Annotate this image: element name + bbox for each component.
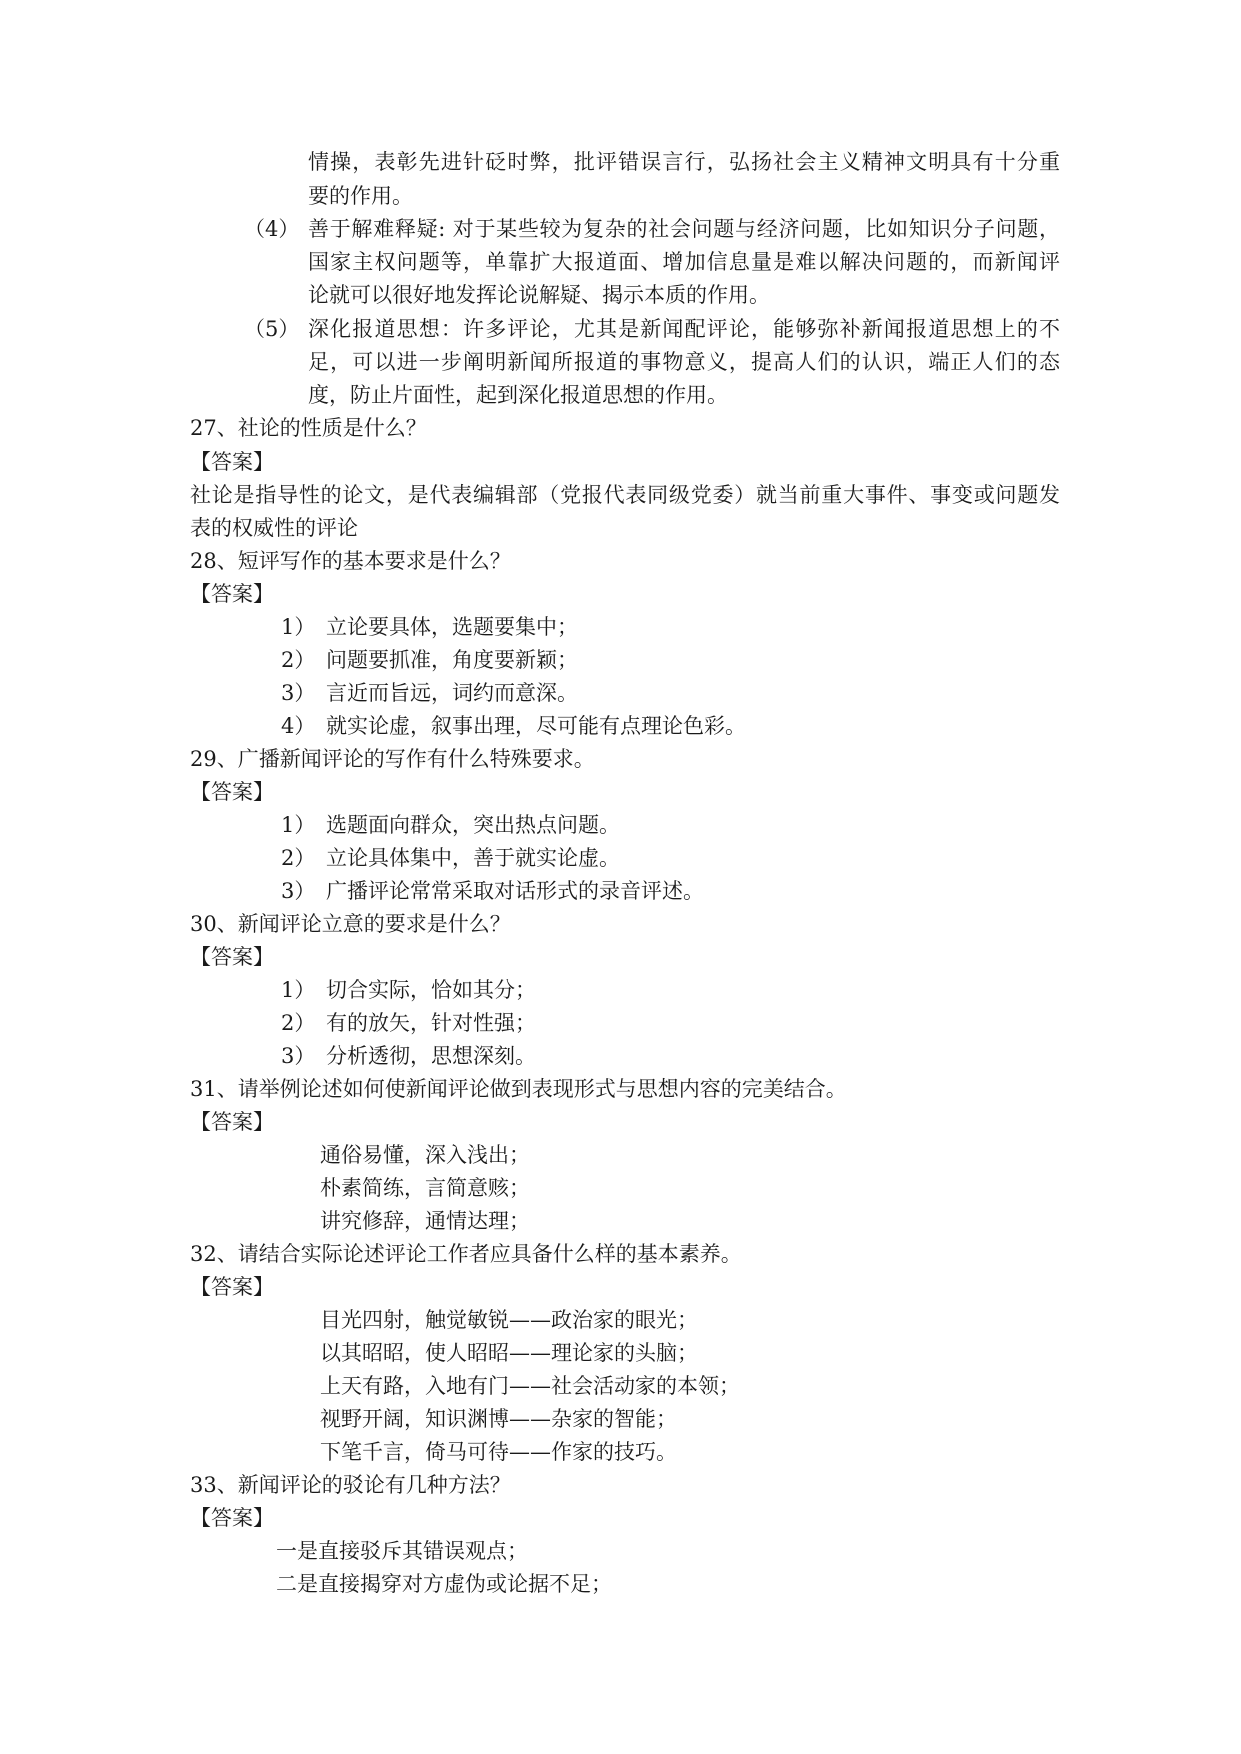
question-27: 27、社论的性质是什么？: [190, 416, 427, 440]
answer-label-32: 【答案】: [190, 1275, 274, 1299]
q32-line-4: 视野开阔，知识渊博——杂家的智能；: [320, 1407, 677, 1431]
q28-item-4-number: 4）: [281, 714, 316, 738]
question-33: 33、新闻评论的驳论有几种方法？: [190, 1473, 511, 1497]
q29-item-2-text: 立论具体集中，善于就实论虚。: [326, 846, 620, 870]
answer-label-33: 【答案】: [190, 1506, 274, 1530]
answer-label-30: 【答案】: [190, 945, 274, 969]
q30-item-3-text: 分析透彻，思想深刻。: [326, 1044, 536, 1068]
q29-item-3-number: 3）: [281, 879, 316, 903]
q28-item-4-text: 就实论虚，叙事出理，尽可能有点理论色彩。: [326, 714, 746, 738]
q31-line-2: 朴素简练，言简意赅；: [320, 1176, 530, 1200]
item4-line-3: 论就可以很好地发挥论说解疑、揭示本质的作用。: [308, 283, 770, 307]
q31-line-1: 通俗易懂，深入浅出；: [320, 1143, 530, 1167]
item4-number: （4）: [244, 217, 300, 241]
question-29: 29、广播新闻评论的写作有什么特殊要求。: [190, 747, 595, 771]
q30-item-2-text: 有的放矢，针对性强；: [326, 1011, 536, 1035]
q33-line-1: 一是直接驳斥其错误观点；: [276, 1539, 528, 1563]
item3-line-2: 要的作用。: [308, 184, 413, 208]
q32-line-2: 以其昭昭，使人昭昭——理论家的头脑；: [320, 1341, 698, 1365]
q28-item-3-text: 言近而旨远，词约而意深。: [326, 681, 578, 705]
q28-item-1-text: 立论要具体，选题要集中；: [326, 615, 578, 639]
q29-item-2-number: 2）: [281, 846, 316, 870]
question-30: 30、新闻评论立意的要求是什么？: [190, 912, 511, 936]
q30-item-1-number: 1）: [281, 978, 316, 1002]
answer-label-28: 【答案】: [190, 582, 274, 606]
q32-line-3: 上天有路，入地有门——社会活动家的本领；: [320, 1374, 740, 1398]
item5-line-3: 度，防止片面性，起到深化报道思想的作用。: [308, 383, 728, 407]
q29-item-1-text: 选题面向群众，突出热点问题。: [326, 813, 620, 837]
question-31: 31、请举例论述如何使新闻评论做到表现形式与思想内容的完美结合。: [190, 1077, 847, 1101]
q31-line-3: 讲究修辞，通情达理；: [320, 1209, 530, 1233]
item5-line-2: 足，可以进一步阐明新闻所报道的事物意义，提高人们的认识，端正人们的态: [308, 350, 1060, 374]
answer-label-29: 【答案】: [190, 780, 274, 804]
question-32: 32、请结合实际论述评论工作者应具备什么样的基本素养。: [190, 1242, 742, 1266]
q29-item-3-text: 广播评论常常采取对话形式的录音评述。: [326, 879, 704, 903]
q33-line-2: 二是直接揭穿对方虚伪或论据不足；: [276, 1572, 612, 1596]
q29-item-1-number: 1）: [281, 813, 316, 837]
item5-number: （5）: [244, 317, 300, 341]
q28-item-3-number: 3）: [281, 681, 316, 705]
question-28: 28、短评写作的基本要求是什么？: [190, 549, 511, 573]
answer-27-line-1: 社论是指导性的论文，是代表编辑部（党报代表同级党委）就当前重大事件、事变或问题发: [190, 483, 1060, 507]
item5-line-1: 深化报道思想：许多评论，尤其是新闻配评论，能够弥补新闻报道思想上的不: [308, 317, 1060, 341]
q28-item-2-text: 问题要抓准，角度要新颖；: [326, 648, 578, 672]
item4-line-1: 善于解难释疑: 对于某些较为复杂的社会问题与经济问题，比如知识分子问题，: [308, 217, 1060, 241]
item3-line-1: 情操，表彰先进针砭时弊，批评错误言行，弘扬社会主义精神文明具有十分重: [308, 150, 1060, 174]
q30-item-1-text: 切合实际，恰如其分；: [326, 978, 536, 1002]
answer-27-line-2: 表的权威性的评论: [190, 516, 358, 540]
item4-line-2: 国家主权问题等，单靠扩大报道面、增加信息量是难以解决问题的，而新闻评: [308, 250, 1060, 274]
q32-line-5: 下笔千言，倚马可待——作家的技巧。: [320, 1440, 677, 1464]
answer-label-27: 【答案】: [190, 450, 274, 474]
answer-label-31: 【答案】: [190, 1110, 274, 1134]
q30-item-3-number: 3）: [281, 1044, 316, 1068]
q28-item-2-number: 2）: [281, 648, 316, 672]
q30-item-2-number: 2）: [281, 1011, 316, 1035]
q32-line-1: 目光四射，触觉敏锐——政治家的眼光；: [320, 1308, 698, 1332]
q28-item-1-number: 1）: [281, 615, 316, 639]
